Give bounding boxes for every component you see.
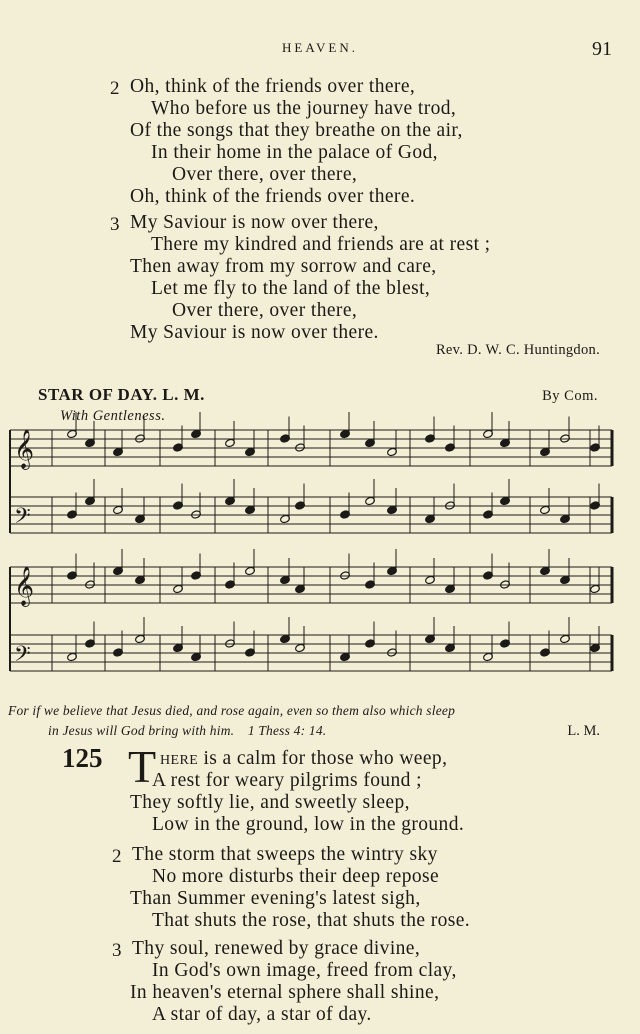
bass-clef-icon: 𝄢 <box>14 504 31 534</box>
bass-clef-icon: 𝄢 <box>14 642 31 672</box>
expression-marking: With Gentleness. <box>60 408 166 424</box>
hymn-number: 125 <box>62 743 103 773</box>
treble-clef-icon: 𝄞 <box>14 429 35 469</box>
verse-line: Let me fly to the land of the blest, <box>151 278 431 299</box>
verse-line-text: is a calm for those who weep, <box>203 748 448 769</box>
verse-line <box>160 748 447 770</box>
treble-clef-icon: 𝄞 <box>14 566 35 606</box>
verse-line: They softly lie, and sweetly sleep, <box>130 792 410 813</box>
verse-line: My Saviour is now over there. <box>130 322 379 343</box>
verse-line: Over there, over there, <box>172 300 358 321</box>
verse-line: Low in the ground, low in the ground. <box>152 814 465 835</box>
verse-line: That shuts the rose, that shuts the rose. <box>152 910 471 931</box>
verse-line: Thy soul, renewed by grace divine, <box>132 938 421 959</box>
verse-line: No more disturbs their deep repose <box>152 866 440 887</box>
verse-line: Oh, think of the friends over there, <box>130 76 416 97</box>
scripture-line-1: For if we believe that Jesus died, and rose again, even so them also which sleep <box>8 703 456 718</box>
meter-label: L. M. <box>567 723 600 739</box>
verse-line: The storm that sweeps the wintry sky <box>132 844 438 865</box>
verse-line: Oh, think of the friends over there. <box>130 186 416 207</box>
verse-line: Who before us the journey have trod, <box>151 98 457 119</box>
page-number: 91 <box>592 38 612 60</box>
scripture-line-2 <box>48 723 326 739</box>
tune-name: STAR OF DAY. L. M. <box>38 385 205 404</box>
first-word: here <box>160 748 199 769</box>
verse-number: 2 <box>112 846 122 867</box>
drop-cap: T <box>128 741 157 792</box>
verse-line: A rest for weary pilgrims found ; <box>152 770 422 791</box>
scripture-reference: 1 Thess 4: 14. <box>247 723 327 738</box>
verse-line: In God's own image, freed from clay, <box>152 960 457 981</box>
composer-credit: By Com. <box>542 388 598 404</box>
verse-number: 2 <box>110 78 120 99</box>
verse-line: Then away from my sorrow and care, <box>130 256 437 277</box>
verse-line: Over there, over there, <box>172 164 358 185</box>
verse-line: Of the songs that they breathe on the air, <box>130 120 463 141</box>
verse-line: There my kindred and friends are at rest ; <box>151 234 491 255</box>
scripture-text: in Jesus will God bring with him. <box>48 723 235 738</box>
running-title: HEAVEN. <box>281 40 358 55</box>
verse-line: In their home in the palace of God, <box>151 142 438 163</box>
verse-number: 3 <box>110 214 120 235</box>
verse-line: My Saviour is now over there, <box>130 212 379 233</box>
verse-line: In heaven's eternal sphere shall shine, <box>130 982 440 1003</box>
verse-line: Than Summer evening's latest sigh, <box>130 888 421 909</box>
verse-line: A star of day, a star of day. <box>152 1004 372 1025</box>
verse-number: 3 <box>112 940 122 961</box>
author-attribution: Rev. D. W. C. Huntingdon. <box>435 342 600 358</box>
